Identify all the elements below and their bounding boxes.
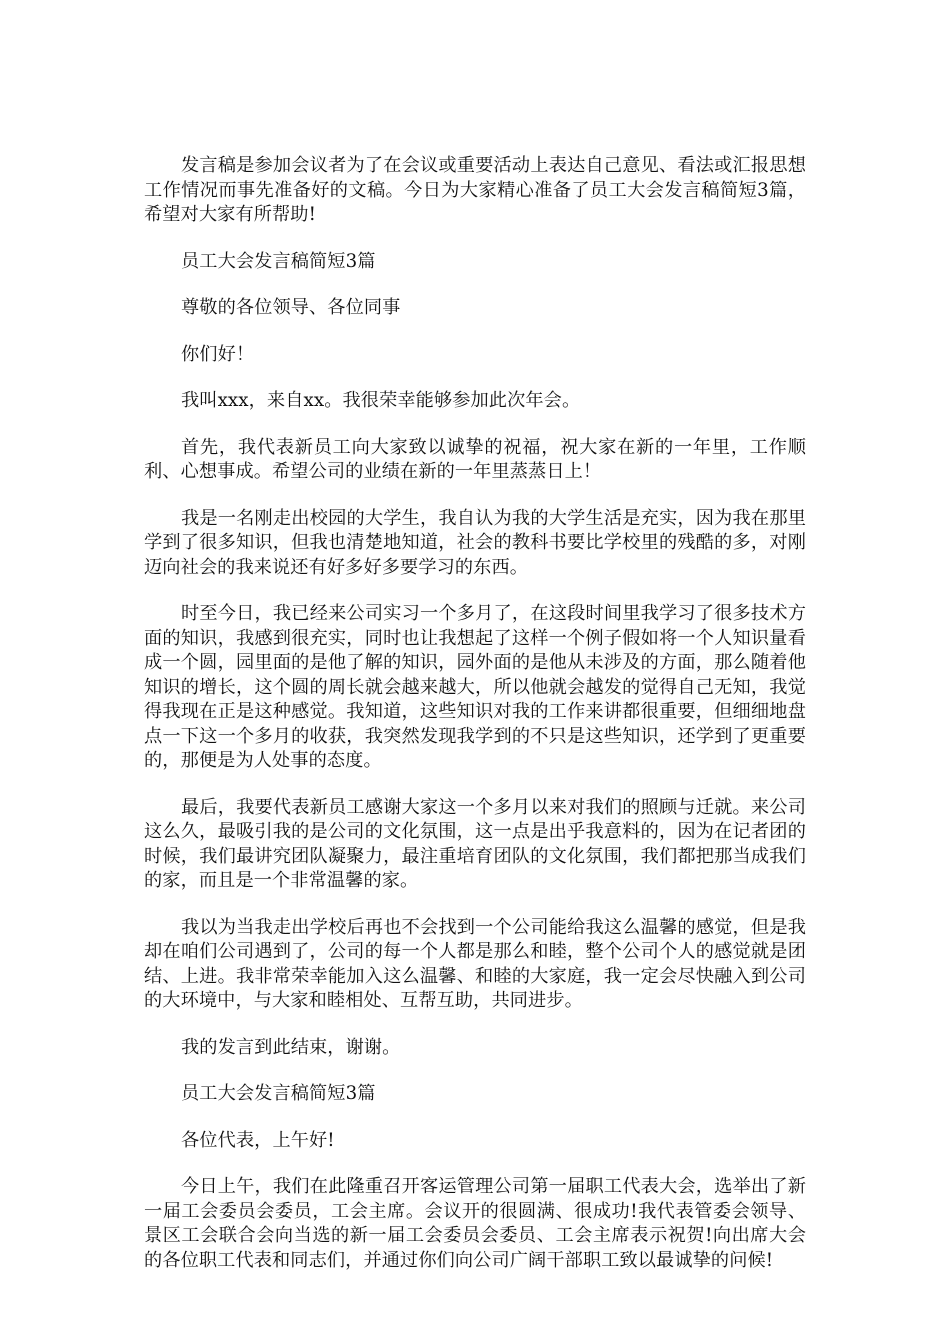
section-title: 员工大会发言稿简短3篇 (181, 1083, 376, 1104)
document-page (144, 154, 806, 1295)
body-paragraph: 我叫xxx，来自xx。我很荣幸能够参加此次年会。 (181, 390, 581, 411)
body-paragraph: 首先，我代表新员工向大家致以诚挚的祝福，祝大家在新的一年里，工作顺利、心想事成。希望公司的业绩在新的一年里蒸蒸日上！ (144, 436, 806, 482)
salutation: 各位代表，上午好! (181, 1129, 335, 1151)
greeting: 你们好！ (181, 343, 255, 365)
salutation: 尊敬的各位领导、各位同事 (181, 297, 401, 318)
closing-line: 我的发言到此结束，谢谢。 (181, 1036, 401, 1058)
body-paragraph: 今日上午，我们在此隆重召开客运管理公司第一届职工代表大会，选举出了新一届工会委员会委员，工会主席。会议开的很圆满、很成功!我代表管委会领导、景区工会联合会向当选的新一届工会委员会委员、工会主席表示祝贺!向出席大会的各位职工代表和同志们，并通过你们向公司广阔干部职工致以最诚挚的问候! (144, 1176, 806, 1271)
body-paragraph: 我是一名刚走出校园的大学生，我自认为我的大学生活是充实，因为我在那里学到了很多知识，但我也清楚地知道，社会的教科书要比学校里的残酷的多，对刚迈向社会的我来说还有好多好多要学习的东西。 (144, 507, 806, 578)
body-paragraph: 时至今日，我已经来公司实习一个多月了，在这段时间里我学习了很多技术方面的知识，我感到很充实，同时也让我想起了这样一个例子假如将一个人知识量看成一个圆，园里面的是他了解的知识，园外面的是他从未涉及的方面，那么随着他知识的增长，这个圆的周长就会越来越大，所以他就会越发的觉得自己无知，我觉得我现在正是这种感觉。我知道，这些知识对我的工作来讲都很重要，但细细地盘点一下这一个多月的收获，我突然发现我学到的不只是这些知识，还学到了更重要的，那便是为人处事的态度。 (144, 603, 806, 771)
section-title: 员工大会发言稿简短3篇 (181, 250, 376, 272)
intro-paragraph: 发言稿是参加会议者为了在会议或重要活动上表达自己意见、看法或汇报思想工作情况而事先准备好的文稿。今日为大家精心准备了员工大会发言稿简短3篇，希望对大家有所帮助! (144, 155, 806, 225)
body-paragraph: 最后，我要代表新员工感谢大家这一个多月以来对我们的照顾与迁就。来公司这么久，最吸引我的是公司的文化氛围，这一点是出乎我意料的，因为在记者团的时候，我们最讲究团队凝聚力，最注重培育团队的文化氛围，我们都把那当成我们的家，而且是一个非常温馨的家。 (144, 796, 806, 891)
body-paragraph: 我以为当我走出学校后再也不会找到一个公司能给我这么温馨的感觉，但是我却在咱们公司遇到了，公司的每一个人都是那么和睦，整个公司个人的感觉就是团结、上进。我非常荣幸能加入这么温馨、和睦的大家庭，我一定会尽快融入到公司的大环境中，与大家和睦相处、互帮互助，共同进步。 (144, 916, 806, 1011)
